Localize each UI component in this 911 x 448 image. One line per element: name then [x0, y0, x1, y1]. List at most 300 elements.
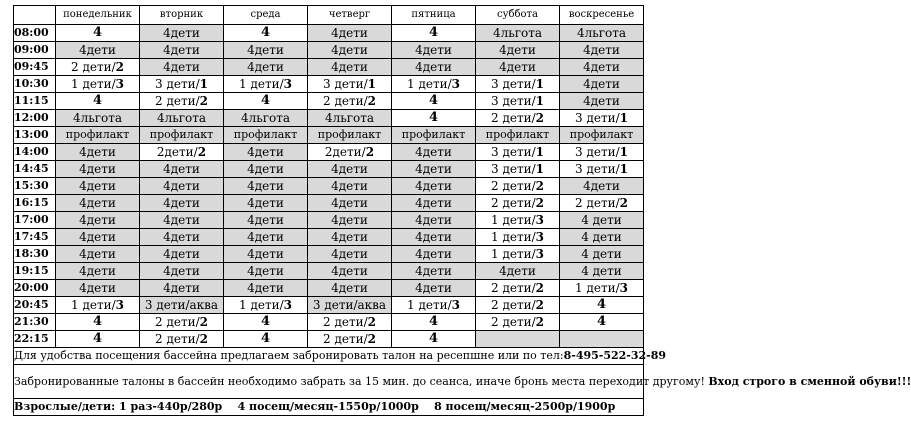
- slot-cell: [392, 178, 476, 195]
- slot-text: 4дети: [415, 230, 452, 244]
- slot-cell: [308, 76, 392, 93]
- slot-text: 4дети: [415, 43, 452, 57]
- slot-text: 1 дети/: [71, 77, 116, 91]
- time-slot: 14:45: [14, 161, 56, 178]
- slot-text: 4дети: [163, 230, 200, 244]
- slot-text: 4: [428, 25, 439, 40]
- slot-text: 4льгота: [156, 111, 207, 125]
- slot-text: 4: [92, 93, 103, 108]
- note-row-reserved: [14, 365, 644, 399]
- slot-group-number: 2: [199, 332, 208, 346]
- slot-text: 4льгота: [240, 111, 291, 125]
- slot-cell: [56, 161, 140, 178]
- day-header: вторник: [140, 6, 224, 25]
- slot-cell: [560, 161, 644, 178]
- slot-cell: [308, 42, 392, 59]
- slot-group-number: 2: [535, 196, 544, 210]
- slot-cell: [476, 42, 560, 59]
- reserved-note: [14, 365, 911, 399]
- slot-cell: [476, 59, 560, 76]
- slot-text: 2 дети/: [323, 332, 368, 346]
- slot-cell: [140, 161, 224, 178]
- slot-group-number: 1: [619, 162, 628, 176]
- slot-cell: [560, 246, 644, 263]
- slot-text: 4дети: [247, 60, 284, 74]
- shoes-warning: Вход строго в сменной обуви!!!: [708, 374, 911, 388]
- slot-text: 2 дети/: [491, 298, 536, 312]
- slot-cell: [56, 127, 140, 144]
- slot-text: 2 дети/: [491, 281, 536, 295]
- slot-cell: [140, 144, 224, 161]
- slot-text: 4дети: [331, 43, 368, 57]
- schedule-row: [14, 161, 644, 178]
- slot-cell: [56, 229, 140, 246]
- slot-text: 4 дети: [581, 247, 622, 261]
- slot-cell: [224, 263, 308, 280]
- slot-group-number: 2: [535, 179, 544, 193]
- slot-text: 4льгота: [576, 26, 627, 40]
- slot-text: 4дети: [247, 145, 284, 159]
- slot-cell: [476, 110, 560, 127]
- corner-cell: [14, 6, 56, 25]
- schedule-row: [14, 314, 644, 331]
- slot-group-number: 3: [619, 281, 628, 295]
- empty-cell: [476, 331, 560, 348]
- slot-cell: [56, 42, 140, 59]
- schedule-row: [14, 331, 644, 348]
- slot-text: 4дети: [247, 230, 284, 244]
- slot-text: профилакт: [149, 128, 214, 141]
- slot-cell: [308, 93, 392, 110]
- slot-text: 4дети: [247, 179, 284, 193]
- slot-text: 1 дети/: [239, 77, 284, 91]
- slot-text: 4: [260, 93, 271, 108]
- slot-cell: [56, 110, 140, 127]
- slot-cell: [560, 263, 644, 280]
- slot-cell: [308, 195, 392, 212]
- slot-text: 4льгота: [72, 111, 123, 125]
- time-slot: 17:00: [14, 212, 56, 229]
- slot-text: 4льгота: [324, 111, 375, 125]
- slot-text: 4: [92, 25, 103, 40]
- slot-text: 4дети: [247, 43, 284, 57]
- slot-cell: [140, 25, 224, 42]
- slot-text: 4дети: [583, 94, 620, 108]
- slot-group-number: 3: [283, 298, 292, 312]
- slot-text: 4дети: [499, 60, 536, 74]
- slot-cell: [140, 246, 224, 263]
- slot-cell: [308, 110, 392, 127]
- slot-cell: [56, 280, 140, 297]
- slot-cell: [560, 195, 644, 212]
- slot-group-number: 1: [619, 111, 628, 125]
- slot-cell: [224, 314, 308, 331]
- slot-cell: [476, 195, 560, 212]
- slot-text: 4: [92, 331, 103, 346]
- slot-cell: [308, 246, 392, 263]
- slot-cell: [140, 93, 224, 110]
- schedule-wrapper: [13, 5, 911, 416]
- slot-text: 4дети: [79, 179, 116, 193]
- slot-text: 4дети: [415, 145, 452, 159]
- slot-cell: [476, 25, 560, 42]
- slot-cell: [392, 280, 476, 297]
- slot-cell: [476, 297, 560, 314]
- slot-cell: [224, 25, 308, 42]
- slot-group-number: 2: [367, 332, 376, 346]
- slot-text: 4дети: [331, 281, 368, 295]
- prices-text: Взрослые/дети: 1 раз-440р/280р 4 посещ/месяц-1550р/1000р 8 посещ/месяц-2500р/1900р: [14, 400, 616, 413]
- slot-text: 3 дети/: [491, 162, 536, 176]
- slot-group-number: 2: [535, 281, 544, 295]
- slot-cell: [224, 229, 308, 246]
- slot-cell: [476, 144, 560, 161]
- slot-cell: [308, 229, 392, 246]
- slot-text: 4: [596, 314, 607, 329]
- slot-text: 4 дети: [581, 264, 622, 278]
- slot-text: 4дети: [79, 213, 116, 227]
- slot-cell: [308, 161, 392, 178]
- slot-text: 4дети: [79, 281, 116, 295]
- slot-cell: [308, 144, 392, 161]
- slot-cell: [392, 110, 476, 127]
- slot-text: 4: [260, 331, 271, 346]
- day-header: суббота: [476, 6, 560, 25]
- slot-cell: [224, 76, 308, 93]
- empty-cell: [560, 331, 644, 348]
- slot-text: 2 дети/: [155, 315, 200, 329]
- schedule-row: [14, 263, 644, 280]
- slot-text: 4дети: [163, 281, 200, 295]
- slot-text: 4дети: [415, 264, 452, 278]
- schedule-row: [14, 25, 644, 42]
- slot-cell: [392, 297, 476, 314]
- booking-note: [14, 348, 667, 365]
- slot-cell: [224, 331, 308, 348]
- slot-group-number: 2: [115, 60, 124, 74]
- slot-cell: [308, 127, 392, 144]
- day-header: четверг: [308, 6, 392, 25]
- slot-cell: [476, 212, 560, 229]
- slot-text: 4дети: [583, 43, 620, 57]
- slot-cell: [140, 314, 224, 331]
- time-slot: 21:30: [14, 314, 56, 331]
- slot-cell: [476, 246, 560, 263]
- slot-cell: [308, 263, 392, 280]
- prices-note: [14, 399, 644, 416]
- slot-cell: [392, 263, 476, 280]
- slot-text: 4: [428, 331, 439, 346]
- slot-text: 4дети: [331, 162, 368, 176]
- slot-text: 2 дети/: [155, 332, 200, 346]
- time-slot: 09:45: [14, 59, 56, 76]
- slot-cell: [140, 76, 224, 93]
- slot-cell: [308, 212, 392, 229]
- slot-cell: [392, 59, 476, 76]
- slot-group-number: 2: [197, 145, 207, 159]
- slot-text: 4дети: [163, 162, 200, 176]
- slot-text: 4дети: [331, 60, 368, 74]
- time-slot: 20:00: [14, 280, 56, 297]
- slot-cell: [140, 263, 224, 280]
- slot-cell: [224, 127, 308, 144]
- slot-group-number: 2: [535, 111, 544, 125]
- slot-text: 4: [596, 297, 607, 312]
- slot-cell: [308, 178, 392, 195]
- slot-text: 1 дети/: [575, 281, 620, 295]
- slot-cell: [392, 127, 476, 144]
- slot-cell: [560, 297, 644, 314]
- slot-cell: [560, 93, 644, 110]
- slot-cell: [560, 42, 644, 59]
- slot-group-number: 2: [199, 315, 208, 329]
- slot-group-number: 2: [367, 315, 376, 329]
- slot-text: 3 дети/: [575, 162, 620, 176]
- slot-text: 4дети: [583, 179, 620, 193]
- slot-cell: [140, 59, 224, 76]
- slot-text: 4дети: [247, 247, 284, 261]
- slot-cell: [224, 161, 308, 178]
- slot-text: 4дети: [163, 60, 200, 74]
- slot-cell: [476, 76, 560, 93]
- slot-cell: [308, 297, 392, 314]
- slot-cell: [224, 212, 308, 229]
- slot-text: 4дети: [163, 196, 200, 210]
- slot-text: 4дети: [331, 26, 368, 40]
- slot-text: 4дети: [583, 77, 620, 91]
- slot-cell: [560, 59, 644, 76]
- slot-group-number: 2: [535, 315, 544, 329]
- slot-cell: [560, 178, 644, 195]
- slot-cell: [392, 246, 476, 263]
- slot-text: 4дети: [331, 213, 368, 227]
- schedule-body: [14, 25, 644, 348]
- slot-cell: [476, 161, 560, 178]
- slot-cell: [56, 212, 140, 229]
- pool-schedule-table: [13, 5, 911, 416]
- slot-cell: [224, 93, 308, 110]
- slot-cell: [56, 144, 140, 161]
- day-header: понедельник: [56, 6, 140, 25]
- schedule-row: [14, 195, 644, 212]
- slot-cell: [476, 93, 560, 110]
- slot-cell: [56, 263, 140, 280]
- slot-cell: [224, 42, 308, 59]
- slot-text: 3 дети/аква: [312, 298, 387, 312]
- slot-text: 3 дети/: [491, 145, 536, 159]
- slot-text: 2дети/: [156, 145, 198, 159]
- slot-text: 1 дети/: [239, 298, 284, 312]
- slot-text: профилакт: [317, 128, 382, 141]
- slot-text: 2 дети/: [491, 315, 536, 329]
- schedule-row: [14, 229, 644, 246]
- slot-cell: [56, 297, 140, 314]
- slot-text: 4дети: [247, 196, 284, 210]
- schedule-row: [14, 42, 644, 59]
- slot-cell: [140, 178, 224, 195]
- slot-text: 4: [260, 314, 271, 329]
- slot-cell: [560, 280, 644, 297]
- slot-text: профилакт: [65, 128, 130, 141]
- slot-cell: [224, 144, 308, 161]
- slot-cell: [140, 110, 224, 127]
- time-slot: 18:30: [14, 246, 56, 263]
- slot-text: 1 дети/: [491, 230, 536, 244]
- slot-text: 4дети: [247, 264, 284, 278]
- schedule-row: [14, 110, 644, 127]
- slot-text: 4дети: [415, 247, 452, 261]
- slot-cell: [560, 229, 644, 246]
- time-slot: 11:15: [14, 93, 56, 110]
- slot-cell: [308, 25, 392, 42]
- slot-text: 4дети: [583, 60, 620, 74]
- slot-cell: [308, 280, 392, 297]
- day-header: пятница: [392, 6, 476, 25]
- slot-group-number: 1: [535, 77, 544, 91]
- slot-text: 4дети: [163, 26, 200, 40]
- schedule-row: [14, 297, 644, 314]
- slot-cell: [140, 331, 224, 348]
- schedule-row: [14, 280, 644, 297]
- slot-cell: [56, 93, 140, 110]
- slot-text: 4льгота: [492, 26, 543, 40]
- slot-text: 4дети: [499, 264, 536, 278]
- slot-cell: [392, 25, 476, 42]
- slot-text: 4дети: [79, 230, 116, 244]
- slot-text: 2 дети/: [323, 315, 368, 329]
- slot-cell: [392, 195, 476, 212]
- slot-text: 3 дети/: [575, 145, 620, 159]
- slot-cell: [224, 110, 308, 127]
- slot-text: 2дети/: [324, 145, 366, 159]
- slot-text: 4: [428, 110, 439, 125]
- slot-group-number: 3: [115, 77, 124, 91]
- note-row-prices: [14, 399, 644, 416]
- slot-cell: [140, 297, 224, 314]
- slot-cell: [392, 229, 476, 246]
- slot-text: профилакт: [569, 128, 634, 141]
- slot-text: 2 дети/: [71, 60, 116, 74]
- schedule-row: [14, 59, 644, 76]
- slot-text: 4: [428, 314, 439, 329]
- schedule-row: [14, 127, 644, 144]
- slot-group-number: 2: [535, 298, 544, 312]
- slot-cell: [140, 42, 224, 59]
- slot-cell: [392, 161, 476, 178]
- slot-text: профилакт: [401, 128, 466, 141]
- slot-group-number: 1: [535, 94, 544, 108]
- time-slot: 13:00: [14, 127, 56, 144]
- slot-cell: [392, 144, 476, 161]
- slot-text: 4дети: [79, 145, 116, 159]
- slot-cell: [560, 110, 644, 127]
- slot-text: профилакт: [233, 128, 298, 141]
- slot-cell: [140, 195, 224, 212]
- slot-cell: [392, 93, 476, 110]
- slot-text: 4дети: [415, 179, 452, 193]
- slot-text: 4дети: [415, 162, 452, 176]
- slot-group-number: 2: [365, 145, 375, 159]
- header-row: [14, 6, 644, 25]
- slot-group-number: 3: [535, 247, 544, 261]
- slot-text: 4дети: [415, 196, 452, 210]
- slot-cell: [56, 76, 140, 93]
- slot-text: 1 дети/: [407, 298, 452, 312]
- slot-group-number: 1: [535, 145, 544, 159]
- slot-cell: [140, 127, 224, 144]
- time-slot: 12:00: [14, 110, 56, 127]
- slot-group-number: 3: [283, 77, 292, 91]
- slot-text: 4: [260, 25, 271, 40]
- slot-cell: [476, 263, 560, 280]
- slot-text: 3 дети/аква: [144, 298, 219, 312]
- day-header: среда: [224, 6, 308, 25]
- slot-text: 4дети: [415, 60, 452, 74]
- reserved-text: Забронированные талоны в бассейн необходимо забрать за 15 мин. до сеанса, иначе бронь места переходит другому!: [14, 374, 705, 388]
- slot-cell: [560, 314, 644, 331]
- schedule-row: [14, 212, 644, 229]
- day-header: воскресенье: [560, 6, 644, 25]
- time-slot: 17:45: [14, 229, 56, 246]
- slot-cell: [392, 331, 476, 348]
- slot-text: 3 дети/: [491, 94, 536, 108]
- slot-text: 4дети: [79, 43, 116, 57]
- slot-text: 1 дети/: [71, 298, 116, 312]
- slot-cell: [392, 212, 476, 229]
- slot-text: 3 дети/: [155, 77, 200, 91]
- slot-text: 4дети: [247, 213, 284, 227]
- schedule-row: [14, 178, 644, 195]
- slot-text: 4дети: [331, 196, 368, 210]
- slot-text: 4дети: [331, 179, 368, 193]
- slot-text: 1 дети/: [407, 77, 452, 91]
- slot-text: 4 дети: [581, 213, 622, 227]
- slot-text: 3 дети/: [575, 111, 620, 125]
- slot-text: 4дети: [247, 162, 284, 176]
- slot-text: 4: [428, 93, 439, 108]
- slot-cell: [560, 127, 644, 144]
- time-slot: 15:30: [14, 178, 56, 195]
- slot-cell: [476, 229, 560, 246]
- slot-group-number: 1: [367, 77, 376, 91]
- slot-cell: [224, 280, 308, 297]
- slot-cell: [56, 246, 140, 263]
- slot-cell: [56, 178, 140, 195]
- slot-group-number: 3: [115, 298, 124, 312]
- slot-text: 4 дети: [581, 230, 622, 244]
- slot-text: 1 дети/: [491, 247, 536, 261]
- slot-cell: [56, 25, 140, 42]
- time-slot: 10:30: [14, 76, 56, 93]
- slot-group-number: 2: [619, 196, 628, 210]
- slot-cell: [308, 314, 392, 331]
- slot-cell: [140, 280, 224, 297]
- slot-cell: [56, 331, 140, 348]
- slot-cell: [224, 178, 308, 195]
- time-slot: 16:15: [14, 195, 56, 212]
- slot-text: 3 дети/: [323, 77, 368, 91]
- slot-text: 4дети: [331, 230, 368, 244]
- slot-text: 4дети: [499, 43, 536, 57]
- schedule-row: [14, 144, 644, 161]
- slot-cell: [224, 246, 308, 263]
- slot-text: 4дети: [163, 264, 200, 278]
- slot-cell: [476, 127, 560, 144]
- slot-cell: [140, 229, 224, 246]
- slot-cell: [56, 195, 140, 212]
- slot-text: профилакт: [485, 128, 550, 141]
- slot-text: 2 дети/: [323, 94, 368, 108]
